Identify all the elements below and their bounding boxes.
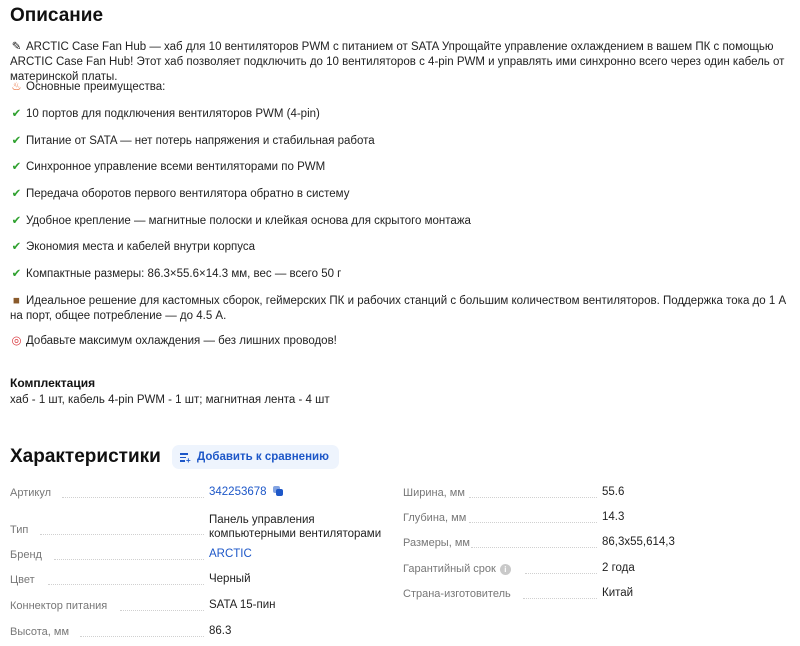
specs-title: Характеристики (10, 446, 161, 467)
spec-row-color (10, 565, 395, 590)
article-number[interactable]: 342253678 (209, 486, 267, 498)
spec-row-connector (10, 590, 395, 616)
spec-row-type (10, 503, 395, 540)
advantage-text: Удобное крепление — магнитные полоски и клейкая основа для скрытого монтажа (26, 215, 471, 227)
spec-value-article[interactable] (209, 485, 283, 499)
spec-label: Ширина, мм (403, 487, 465, 499)
briefcase-icon: ■ (13, 295, 20, 307)
spec-divider (80, 636, 204, 637)
spec-label: Размеры, мм (403, 537, 470, 549)
check-icon: ✔ (11, 188, 22, 200)
spec-value: Китай (602, 587, 634, 599)
advantage-text: Компактные размеры: 86.3×55.6×14.3 мм, вес — всего 50 г (26, 268, 342, 280)
check-icon: ✔ (11, 108, 22, 120)
check-icon: ✔ (11, 161, 22, 173)
spec-label: Гарантийный срок (403, 563, 496, 575)
advantage-item (10, 160, 790, 175)
spec-row-width (403, 484, 788, 503)
spec-value: 86.3 (209, 625, 232, 637)
advantages-heading (10, 80, 790, 95)
spec-value: Панель управления компьютерными вентиляторами (209, 514, 382, 540)
spec-label: Страна-изготовитель (403, 588, 511, 600)
copy-icon[interactable] (273, 486, 283, 496)
spec-value: Черный (209, 573, 251, 585)
kit-title: Комплектация (10, 376, 96, 390)
advantage-item (10, 187, 790, 202)
spec-label: Артикул (10, 487, 52, 499)
intro-text: ARCTIC Case Fan Hub — хаб для 10 вентиляторов PWM с питанием от SATA Упрощайте управление охлаждением в вашем ПК с помощью ARCTIC Case Fan Hub! Этот хаб позволяет подключить до 10 вентиляторов с 4-pin PWM и управлять ими синхронно всего через один кабель от материнской платы. (10, 41, 785, 83)
spec-label: Глубина, мм (403, 512, 467, 524)
fire-icon: ♨ (11, 81, 22, 93)
add-to-compare-button[interactable] (172, 445, 339, 469)
specs-right-column (403, 484, 788, 604)
advantages-title: Основные преимущества: (26, 81, 166, 93)
check-icon: ✔ (11, 241, 22, 253)
brand-link[interactable]: ARCTIC (209, 548, 252, 560)
spec-divider (469, 497, 597, 498)
specs-left-column (10, 484, 395, 642)
ideal-text: Идеальное решение для кастомных сборок, геймерских ПК и рабочих станций с большим количеством вентиляторов. Поддержка тока до 1 А на порт, общее потребление — до 4.5 А. (10, 295, 787, 322)
pen-icon: ✎ (11, 41, 22, 53)
spec-row-warranty (403, 553, 788, 579)
advantage-text: Передача оборотов первого вентилятора обратно в систему (26, 188, 350, 200)
advantage-item (10, 214, 790, 229)
spec-label: Бренд (10, 549, 42, 561)
spec-divider (523, 598, 597, 599)
spec-divider (48, 584, 204, 585)
spec-divider (40, 534, 204, 535)
advantage-item (10, 107, 790, 122)
spec-row-height (10, 616, 395, 642)
spec-row-brand (10, 540, 395, 565)
spec-value: 86,3x55,614,3 (602, 536, 675, 548)
description-intro (10, 40, 790, 85)
spec-row-depth (403, 503, 788, 528)
compare-label: Добавить к сравнению (197, 451, 329, 463)
advantage-text: Синхронное управление всеми вентиляторами по PWM (26, 161, 326, 173)
compare-list-icon: + (180, 452, 191, 462)
spec-divider (120, 610, 204, 611)
spec-label-warranty (403, 563, 511, 575)
spec-divider (469, 522, 597, 523)
check-icon: ✔ (11, 135, 22, 147)
spec-divider (525, 573, 597, 574)
description-ideal (10, 294, 790, 324)
spec-row-article (10, 484, 395, 503)
spec-value: 14.3 (602, 511, 625, 523)
kit-text: хаб - 1 шт, кабель 4-pin PWM - 1 шт; магнитная лента - 4 шт (10, 394, 330, 406)
description-cta (10, 334, 790, 349)
spec-divider (54, 559, 204, 560)
description-title: Описание (10, 5, 104, 26)
spec-value: SATA 15-пин (209, 599, 276, 611)
spec-row-country (403, 579, 788, 604)
advantage-text: Питание от SATA — нет потерь напряжения и стабильная работа (26, 135, 375, 147)
spec-divider (471, 547, 597, 548)
spec-label: Коннектор питания (10, 600, 108, 612)
advantage-item (10, 267, 790, 282)
spec-divider (62, 497, 204, 498)
spec-label: Цвет (10, 574, 35, 586)
advantage-text: 10 портов для подключения вентиляторов PWM (4-pin) (26, 108, 320, 120)
cta-text: Добавьте максимум охлаждения — без лишних проводов! (26, 335, 337, 347)
spec-label: Тип (10, 524, 29, 536)
spec-value: 2 года (602, 562, 635, 574)
advantage-text: Экономия места и кабелей внутри корпуса (26, 241, 256, 253)
spec-value: 55.6 (602, 486, 625, 498)
spec-label: Высота, мм (10, 626, 70, 638)
advantage-item (10, 134, 790, 149)
check-icon: ✔ (11, 215, 22, 227)
advantage-item (10, 240, 790, 255)
check-icon: ✔ (11, 268, 22, 280)
info-icon[interactable]: i (500, 564, 511, 575)
spec-row-dimensions (403, 528, 788, 553)
target-icon: ◎ (11, 335, 22, 347)
